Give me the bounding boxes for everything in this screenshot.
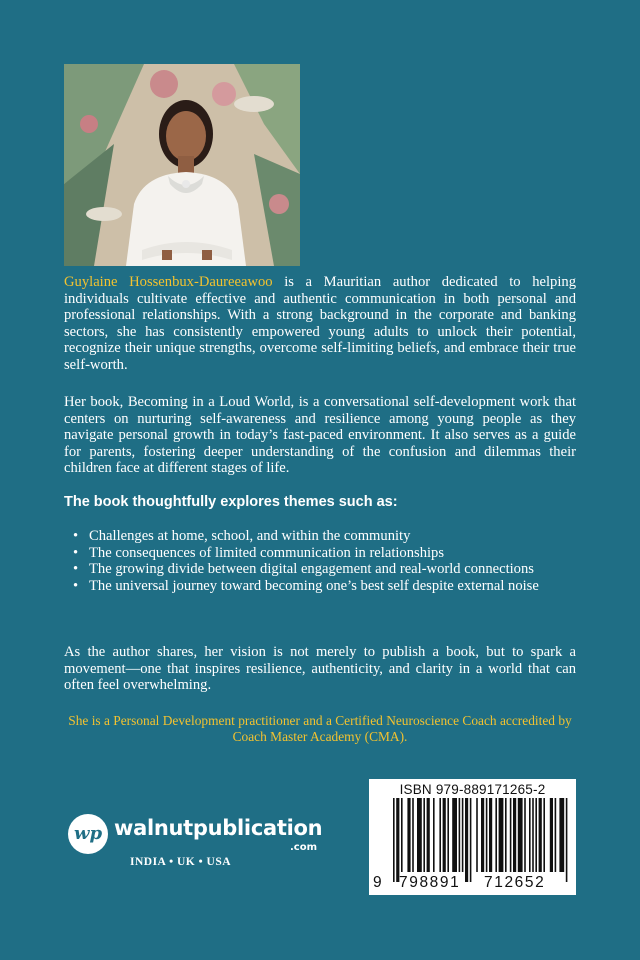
themes-heading: The book thoughtfully explores themes such as: <box>64 494 398 510</box>
barcode-bar <box>505 798 507 872</box>
barcode-bar <box>443 798 446 872</box>
themes-list <box>64 528 576 594</box>
barcode-bar <box>427 798 430 872</box>
barcode-bar <box>510 798 512 872</box>
barcode-bar <box>529 798 531 872</box>
credential-note: She is a Personal Development practitioner and a Certified Neuroscience Coach accredited by Coach Master Academy (CMA). <box>68 713 572 744</box>
barcode-bar <box>566 798 568 882</box>
publisher-logo-icon: wp <box>68 814 108 854</box>
barcode-bar <box>481 798 484 872</box>
list-item: • The growing divide between digital engagement and real-world connections <box>73 561 534 578</box>
barcode-bar <box>452 798 457 872</box>
author-photo <box>64 64 300 266</box>
barcode-bar <box>470 798 472 882</box>
author-bio <box>64 274 576 374</box>
book-description: Her book, Becoming in a Loud World, is a conversational self-development work that centers on nurturing self-awareness and resilience among young people as they navigate personal growth in today’s fast-paced environment. It also serves as a guide for parents, fostering deeper understanding of the confusion and dilemmas their children face at different stages of life. <box>64 394 576 477</box>
publisher-name: walnutpublication <box>114 816 323 840</box>
barcode-bar <box>486 798 488 872</box>
barcode-bar <box>518 798 523 872</box>
barcode-bar <box>559 798 564 872</box>
barcode-bar <box>465 798 468 882</box>
barcode-bar <box>433 798 435 872</box>
barcode-bar <box>412 798 414 872</box>
barcode-digit: 9 <box>373 874 382 891</box>
bullet: • <box>73 561 79 578</box>
barcode-bar <box>401 798 403 872</box>
vision-paragraph: As the author shares, her vision is not merely to publish a book, but to spark a movement—one that inspires resilience, authenticity, and clarity in a world that can often feel overwhelming. <box>64 644 576 694</box>
author-name: Guylaine Hossenbux-Daureeawoo <box>64 274 273 290</box>
barcode-bar <box>462 798 464 872</box>
barcode-bar <box>532 798 534 872</box>
isbn-label: ISBN 979-889171265-2 <box>399 782 546 797</box>
barcode-bar <box>543 798 545 872</box>
barcode-bar <box>489 798 492 872</box>
barcode-bar <box>550 798 553 872</box>
list-item: • The consequences of limited communication in relationships <box>73 544 445 561</box>
barcode-bar <box>539 798 542 872</box>
bullet: • <box>73 528 79 544</box>
barcode-bar <box>535 798 537 872</box>
barcode-bar <box>407 798 410 872</box>
bullet: • <box>73 577 79 594</box>
isbn-barcode <box>369 779 576 895</box>
barcode-digits-right: 712652 <box>484 874 546 891</box>
barcode-bar <box>393 798 395 882</box>
list-item: • The universal journey toward becoming one’s best self despite external noise <box>73 577 539 594</box>
barcode-bar <box>417 798 422 872</box>
list-item: • Challenges at home, school, and within the community <box>73 528 411 544</box>
publisher-logo <box>68 810 328 880</box>
barcode-bar <box>555 798 557 872</box>
publisher-domain-suffix: .com <box>290 842 318 853</box>
barcode-digits-left: 798891 <box>399 874 461 891</box>
barcode-bar <box>513 798 516 872</box>
barcode-bar <box>447 798 449 872</box>
publisher-countries: INDIA • UK • USA <box>130 856 232 868</box>
barcode-bar <box>499 798 504 872</box>
barcode-bar <box>495 798 497 872</box>
bullet: • <box>73 544 79 561</box>
barcode-bar <box>476 798 478 872</box>
author-bio-text: is a Mauritian author dedicated to helping individuals cultivate effective and authentic communication in both personal and professional relationships. With a strong background in the corporate and banking sectors, she has consistently empowered young adults to unlock their potential, recognize their unique strengths, overcome self-limiting beliefs, and embrace their true self-worth. <box>64 274 576 373</box>
barcode-bar <box>524 798 526 872</box>
barcode-bar <box>423 798 425 872</box>
barcode-bar <box>396 798 399 882</box>
barcode-bar <box>459 798 461 872</box>
barcode-bar <box>439 798 441 872</box>
